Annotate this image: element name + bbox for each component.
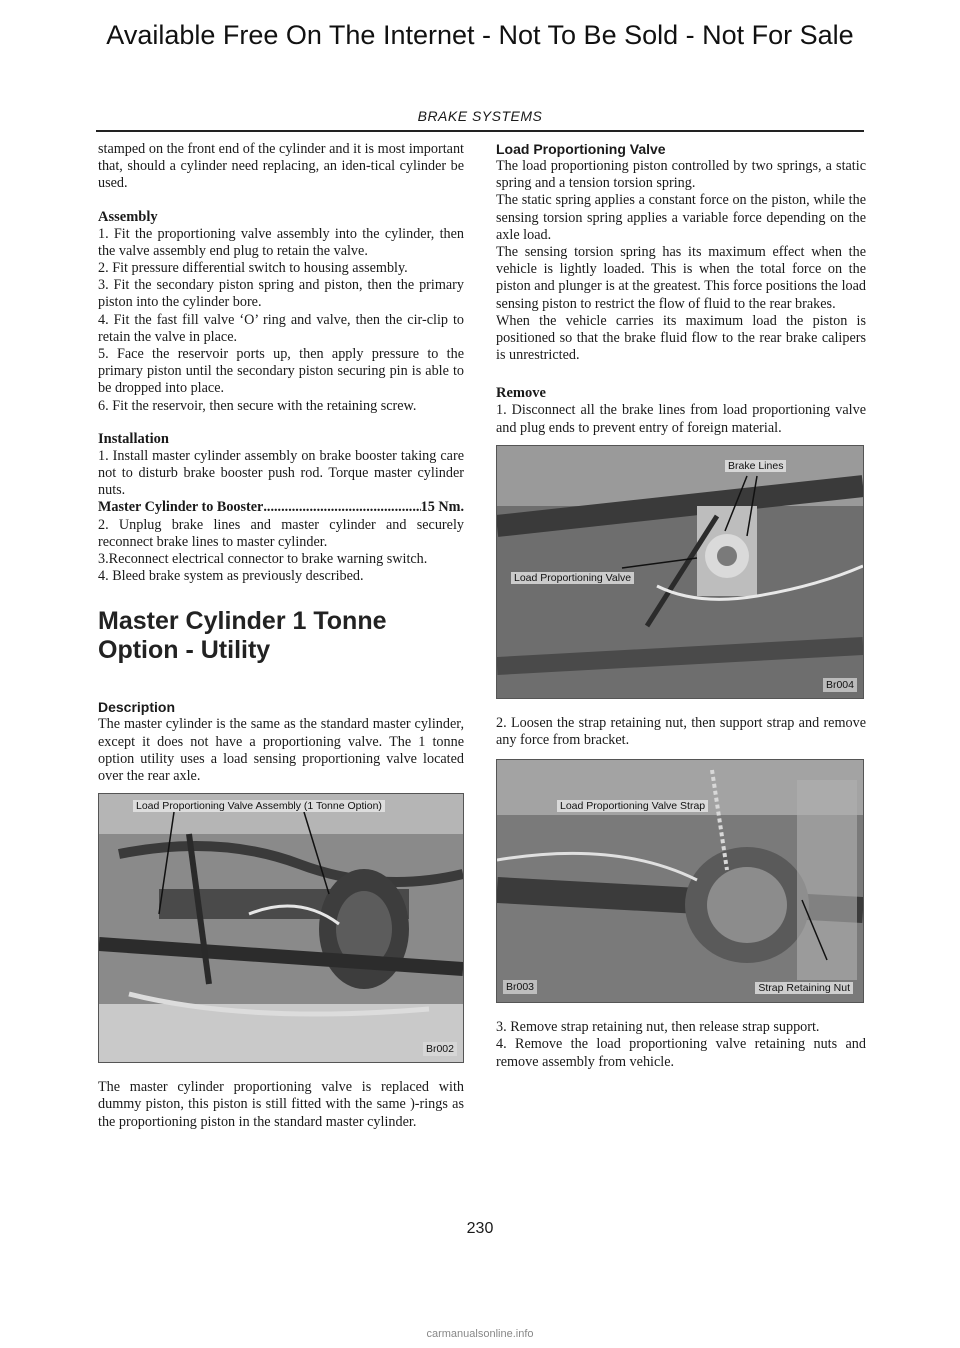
lpv-paragraph: The sensing torsion spring has its maximum effect when the vehicle is lightly loaded. This is when the total force on the piston and plunger is at the greatest. This force positions the load sensing piston to restrict the flow of fluid to the rear brakes.: [496, 244, 866, 312]
assembly-step: 2. Fit pressure differential switch to housing assembly.: [98, 260, 408, 277]
assembly-heading: Assembly: [98, 208, 158, 225]
remove-step: 4. Remove the load proportioning valve retaining nuts and remove assembly from vehicle.: [496, 1036, 866, 1070]
remove-step: 1. Disconnect all the brake lines from load proportioning valve and plug ends to prevent entry of foreign material.: [496, 402, 866, 436]
lpv-paragraph: The static spring applies a constant force on the piston, while the sensing torsion spring applies a variable force depending on the axle load.: [496, 192, 866, 243]
installation-step: 1. Install master cylinder assembly on brake booster taking care not to disturb brake booster push rod. Torque master cylinder nuts.: [98, 447, 464, 499]
figure-code: Br002: [423, 1042, 457, 1056]
heading-line: Option - Utility: [98, 636, 271, 665]
figure-label-valve: Load Proportioning Valve: [511, 572, 634, 584]
figure-label-strap: Load Proportioning Valve Strap: [557, 800, 708, 812]
undercarriage-photo: [99, 794, 463, 1062]
heading-line: Master Cylinder 1 Tonne: [98, 607, 387, 636]
installation-step: 2. Unplug brake lines and master cylinder and securely reconnect brake lines to master cylinder.: [98, 516, 464, 550]
figure-code: Br003: [503, 980, 537, 994]
installation-step: 3.Reconnect electrical connector to brake warning switch.: [98, 551, 428, 568]
assembly-step: 6. Fit the reservoir, then secure with the retaining screw.: [98, 397, 417, 414]
intro-paragraph: stamped on the front end of the cylinder and it is most important that, should a cylinder need replacing, an iden-tical cylinder be used.: [98, 141, 464, 192]
assembly-step: 3. Fit the secondary piston spring and piston, then the primary piston into the cylinder bore.: [98, 277, 464, 311]
load-proportioning-valve-heading: Load Proportioning Valve: [496, 141, 666, 157]
description-paragraph: The master cylinder is the same as the standard master cylinder, except it does not have a proportioning valve. The 1 tonne option utility uses a load sensing proportioning valve located over the rear axle.: [98, 716, 464, 785]
right-column: [496, 141, 866, 1071]
leader-dots: [263, 499, 420, 516]
figure-br002: [98, 793, 464, 1063]
remove-step: 2. Loosen the strap retaining nut, then support strap and remove any force from bracket.: [496, 714, 866, 749]
installation-heading: Installation: [98, 430, 169, 447]
after-figure-paragraph: The master cylinder proportioning valve is replaced with dummy piston, this piston is still fitted with the same )-rings as the proportioning piston in the standard master cylinder.: [98, 1079, 464, 1130]
lpv-paragraph: When the vehicle carries its maximum load the piston is positioned so that the brake fluid flow to the rear brake calipers is unrestricted.: [496, 312, 866, 364]
torque-spec-line: [98, 499, 464, 516]
figure-label-retaining-nut: Strap Retaining Nut: [755, 982, 853, 994]
figure-label: Load Proportioning Valve Assembly (1 Tonne Option): [133, 800, 385, 812]
figure-br003: [496, 759, 864, 1003]
axle-strap-photo: [497, 760, 863, 1002]
remove-step: 3. Remove strap retaining nut, then release strap support.: [496, 1019, 820, 1036]
page-number: 230: [466, 1220, 494, 1237]
figure-br004: [496, 445, 864, 699]
remove-heading: Remove: [496, 385, 546, 402]
left-column: [98, 141, 464, 1131]
header-rule: [96, 130, 864, 132]
figure-label-brake-lines: Brake Lines: [725, 460, 786, 472]
lpv-paragraph: The load proportioning piston controlled by two springs, a static spring and a tension torsion spring.: [496, 158, 866, 192]
source-watermark: carmanualsonline.info: [426, 1328, 534, 1340]
master-cylinder-option-heading: [98, 607, 464, 665]
torque-spec-label: Master Cylinder to Booster: [98, 499, 264, 516]
assembly-step: 1. Fit the proportioning valve assembly into the cylinder, then the valve assembly end plug to retain the valve.: [98, 225, 464, 259]
free-availability-banner: Available Free On The Internet - Not To Be Sold - Not For Sale: [106, 20, 854, 50]
assembly-step: 5. Face the reservoir ports up, then apply pressure to the primary piston until the secondary piston securing pin is able to be dropped into place.: [98, 346, 464, 397]
assembly-step: 4. Fit the fast fill valve ‘O’ ring and valve, then the cir-clip to retain the valve in place.: [98, 311, 464, 345]
description-heading: Description: [98, 699, 176, 716]
torque-spec-value: 15 Nm.: [420, 499, 464, 516]
section-header: BRAKE SYSTEMS: [417, 108, 543, 124]
figure-code: Br004: [823, 678, 857, 692]
installation-step: 4. Bleed brake system as previously described.: [98, 568, 364, 585]
